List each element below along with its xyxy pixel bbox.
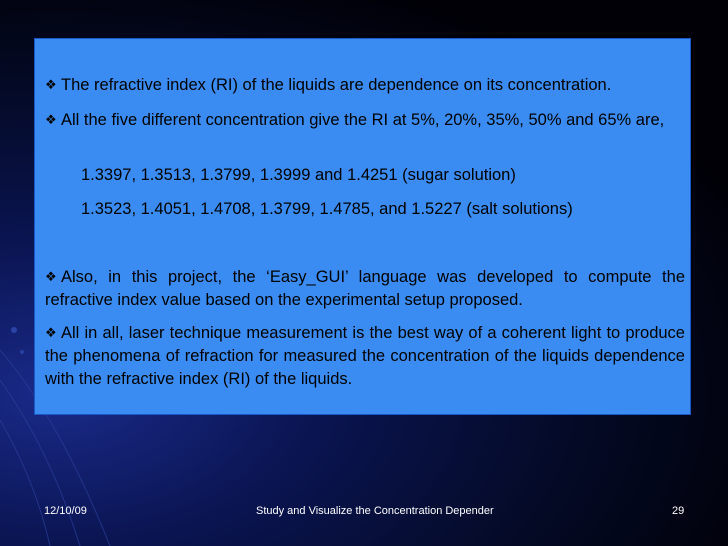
bullet-diamond-icon: ❖ bbox=[45, 112, 57, 127]
bullet-paragraph-1 bbox=[45, 73, 685, 97]
bullet-diamond-icon: ❖ bbox=[45, 325, 57, 340]
bullet-paragraph-3 bbox=[45, 265, 685, 312]
paragraph-text: 1.3397, 1.3513, 1.3799, 1.3999 and 1.4251 (sugar solution) bbox=[81, 166, 516, 184]
salt-values-line bbox=[81, 198, 681, 221]
paragraph-text: All the five different concentration give the RI at 5%, 20%, 35%, 50% and 65% are, bbox=[61, 111, 665, 129]
paragraph-text: The refractive index (RI) of the liquids are dependence on its concentration. bbox=[61, 76, 612, 94]
footer-page-number: 29 bbox=[672, 505, 685, 517]
paragraph-text: Also, in this project, the ‘Easy_GUI’ language was developed to compute the refractive index value based on the experimental setup proposed. bbox=[45, 268, 685, 309]
bullet-paragraph-2 bbox=[45, 108, 685, 132]
paragraph-text: 1.3523, 1.4051, 1.4708, 1.3799, 1.4785, and 1.5227 (salt solutions) bbox=[81, 200, 573, 218]
footer-title: Study and Visualize the Concentration Depender bbox=[256, 505, 494, 517]
paragraph-text: All in all, laser technique measurement is the best way of a coherent light to produce the phenomena of refraction for measured the concentration of the liquids dependence with the refractive index (RI) of the liquids. bbox=[45, 324, 685, 388]
bullet-diamond-icon: ❖ bbox=[45, 77, 57, 92]
bullet-diamond-icon: ❖ bbox=[45, 269, 57, 284]
sugar-values-line bbox=[81, 164, 681, 187]
footer-date: 12/10/09 bbox=[44, 505, 87, 517]
slide-content-box bbox=[34, 38, 691, 415]
bullet-paragraph-4 bbox=[45, 321, 685, 391]
